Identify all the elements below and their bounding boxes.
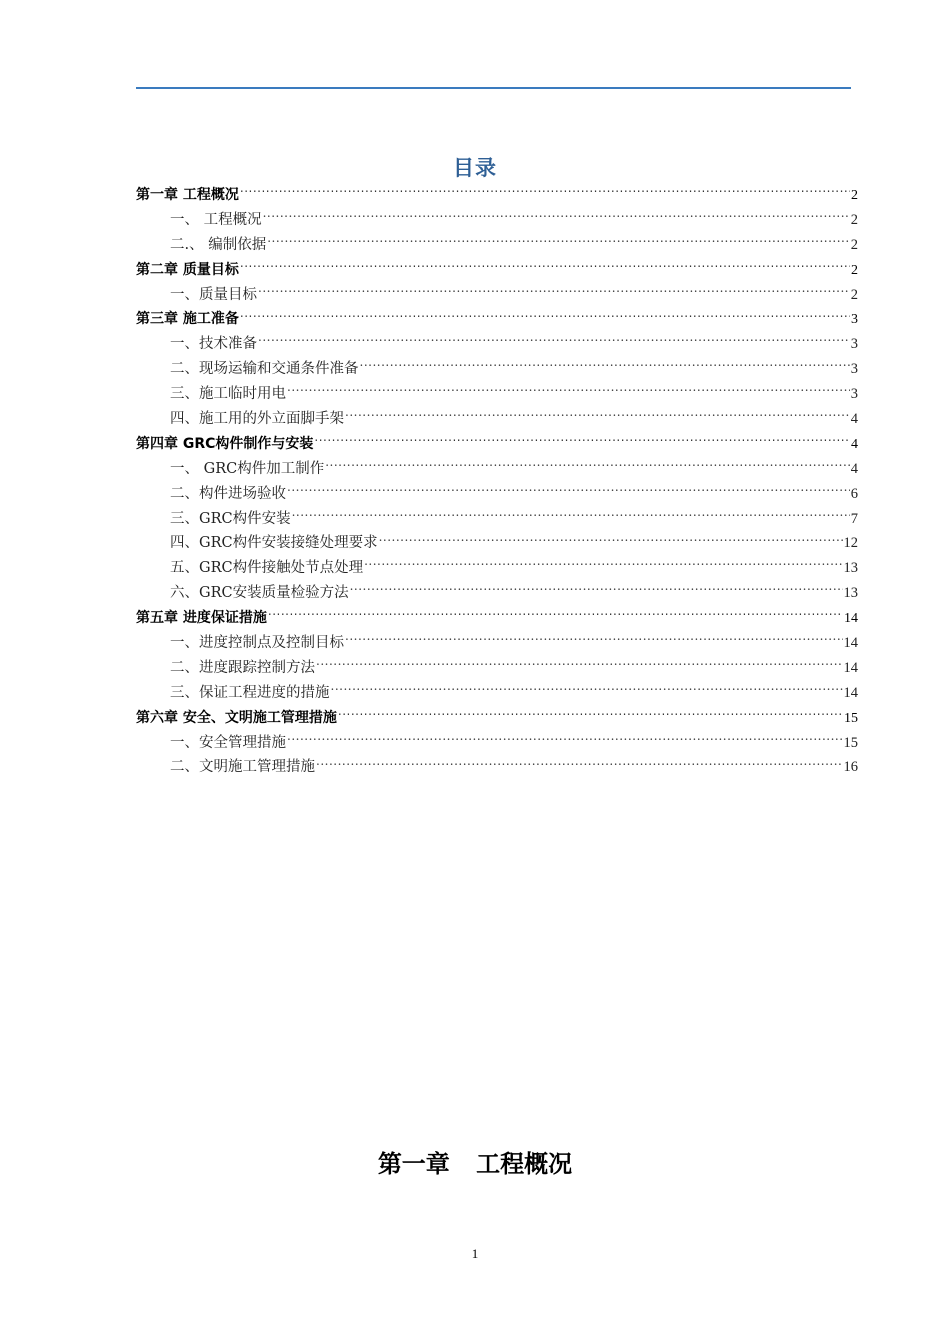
toc-entry-page: 14 <box>843 659 858 676</box>
toc-leader-dots <box>350 583 843 598</box>
toc-entry-label: 六、GRC安装质量检验方法 <box>170 585 349 602</box>
toc-entry-label: 一、进度控制点及控制目标 <box>170 635 344 652</box>
toc-entry-page: 3 <box>850 386 858 403</box>
toc-entry-label: 二、现场运输和交通条件准备 <box>170 361 359 378</box>
toc-section-entry[interactable] <box>136 755 858 780</box>
toc-section-entry[interactable] <box>136 407 858 432</box>
toc-leader-dots <box>240 260 850 274</box>
table-of-contents <box>136 183 858 780</box>
toc-entry-page: 7 <box>850 510 858 527</box>
toc-leader-dots <box>258 334 850 349</box>
toc-leader-dots <box>325 458 850 473</box>
toc-entry-label: 二、构件进场验收 <box>170 485 286 502</box>
toc-section-entry[interactable] <box>136 507 858 532</box>
chapter-heading: 第一章 工程概况 <box>377 1150 573 1178</box>
toc-entry-page: 13 <box>843 585 858 602</box>
toc-leader-dots <box>268 608 843 622</box>
toc-section-entry[interactable] <box>136 382 858 407</box>
toc-leader-dots <box>258 284 850 299</box>
toc-entry-label: 一、质量目标 <box>170 286 257 303</box>
toc-section-entry[interactable] <box>136 531 858 556</box>
toc-entry-label: 二、文明施工管理措施 <box>170 759 315 776</box>
toc-leader-dots <box>292 508 850 523</box>
toc-leader-dots <box>316 657 843 672</box>
toc-entry-page: 4 <box>850 411 858 428</box>
toc-leader-dots <box>345 633 843 648</box>
toc-entry-label: 一、安全管理措施 <box>170 734 286 751</box>
toc-entry-label: 二.、 编制依据 <box>170 236 267 253</box>
toc-section-entry[interactable] <box>136 482 858 507</box>
toc-entry-page: 16 <box>843 759 858 776</box>
toc-entry-page: 6 <box>850 485 858 502</box>
toc-section-entry[interactable] <box>136 631 858 656</box>
toc-entry-page: 14 <box>843 635 858 652</box>
toc-entry-label: 第五章 进度保证措施 <box>136 610 267 627</box>
toc-leader-dots <box>267 234 850 249</box>
toc-leader-dots <box>338 708 843 722</box>
toc-chapter-entry[interactable] <box>136 307 858 332</box>
toc-entry-label: 一、技术准备 <box>170 336 257 353</box>
toc-section-entry[interactable] <box>136 581 858 606</box>
toc-leader-dots <box>240 185 850 199</box>
toc-leader-dots <box>263 209 850 224</box>
toc-section-entry[interactable] <box>136 332 858 357</box>
toc-entry-page: 2 <box>851 262 858 278</box>
toc-section-entry[interactable] <box>136 357 858 382</box>
toc-section-entry[interactable] <box>136 457 858 482</box>
toc-entry-label: 二、进度跟踪控制方法 <box>170 659 315 676</box>
toc-leader-dots <box>331 682 843 697</box>
toc-entry-page: 3 <box>851 312 858 328</box>
toc-entry-page: 14 <box>843 684 858 701</box>
toc-entry-label: 第二章 质量目标 <box>136 261 239 278</box>
toc-entry-page: 12 <box>843 535 858 552</box>
toc-leader-dots <box>360 359 850 374</box>
toc-chapter-entry[interactable] <box>136 706 858 731</box>
toc-entry-page: 2 <box>850 286 858 303</box>
toc-entry-label: 一、 GRC构件加工制作 <box>170 460 325 477</box>
toc-section-entry[interactable] <box>136 656 858 681</box>
toc-entry-label: 第三章 施工准备 <box>136 311 239 328</box>
toc-entry-page: 2 <box>850 211 858 228</box>
toc-entry-page: 15 <box>843 734 858 751</box>
toc-entry-label: 四、施工用的外立面脚手架 <box>170 411 344 428</box>
toc-entry-label: 第一章 工程概况 <box>136 187 239 203</box>
toc-leader-dots <box>364 558 842 573</box>
toc-chapter-entry[interactable] <box>136 432 858 457</box>
toc-entry-page: 2 <box>850 236 858 253</box>
toc-entry-label: 一、 工程概况 <box>170 211 262 228</box>
toc-chapter-entry[interactable] <box>136 258 858 283</box>
toc-entry-label: 四、GRC构件安装接缝处理要求 <box>170 535 378 552</box>
toc-section-entry[interactable] <box>136 233 858 258</box>
header-rule <box>136 87 851 89</box>
toc-entry-page: 2 <box>851 188 858 203</box>
toc-section-entry[interactable] <box>136 283 858 308</box>
toc-chapter-entry[interactable] <box>136 183 858 208</box>
toc-entry-label: 第四章 GRC构件制作与安装 <box>136 435 314 452</box>
toc-entry-label: 五、GRC构件接触处节点处理 <box>170 560 364 577</box>
page-number: 1 <box>471 1246 479 1261</box>
toc-section-entry[interactable] <box>136 208 858 233</box>
toc-leader-dots <box>287 732 843 747</box>
toc-entry-label: 三、GRC构件安装 <box>170 510 291 527</box>
toc-leader-dots <box>379 533 843 548</box>
toc-entry-page: 4 <box>850 460 858 477</box>
toc-entry-label: 三、施工临时用电 <box>170 386 286 403</box>
toc-leader-dots <box>316 757 843 772</box>
toc-leader-dots <box>287 384 850 399</box>
toc-section-entry[interactable] <box>136 731 858 756</box>
toc-chapter-entry[interactable] <box>136 606 858 631</box>
toc-title: 目录 <box>453 156 497 180</box>
toc-leader-dots <box>314 434 850 448</box>
toc-entry-label: 三、保证工程进度的措施 <box>170 684 330 701</box>
toc-leader-dots <box>345 409 850 424</box>
toc-entry-page: 14 <box>844 611 858 627</box>
toc-leader-dots <box>240 309 850 323</box>
toc-entry-page: 13 <box>843 560 858 577</box>
toc-entry-page: 4 <box>851 436 858 452</box>
toc-section-entry[interactable] <box>136 681 858 706</box>
toc-entry-page: 3 <box>850 361 858 378</box>
toc-entry-page: 3 <box>850 336 858 353</box>
toc-leader-dots <box>287 483 850 498</box>
toc-section-entry[interactable] <box>136 556 858 581</box>
toc-entry-page: 15 <box>844 710 858 726</box>
toc-entry-label: 第六章 安全、文明施工管理措施 <box>136 709 337 726</box>
